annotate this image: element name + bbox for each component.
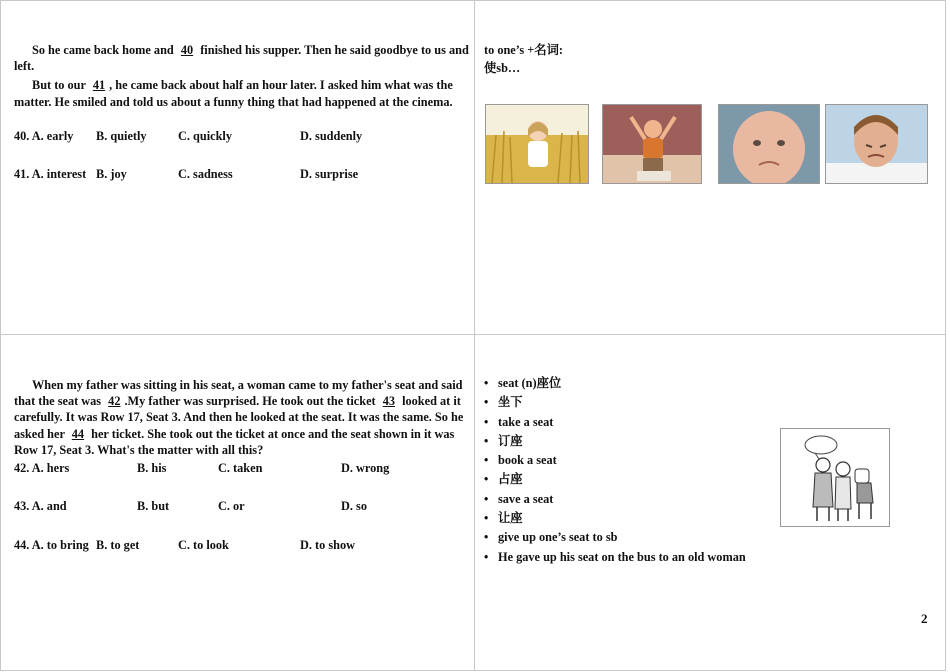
q41-option-b: B. joy <box>96 167 127 181</box>
q40-option-c: C. quickly <box>178 129 232 143</box>
q42-option-d: D. wrong <box>341 461 390 475</box>
q41-option-a: 41. A. interest <box>14 167 87 181</box>
passage-1-para-1: So he came back home and 40 finished his supper. Then he said goodbye to us and left. <box>14 43 469 74</box>
blank-40: 40 <box>180 43 194 57</box>
q41-option-c: C. sadness <box>178 167 233 181</box>
phrase-note-line-1: to one’s +名词: <box>484 43 563 57</box>
passage-2 <box>14 377 466 458</box>
cheering-boy-photo <box>602 104 702 184</box>
list-item: • 订座 <box>484 433 523 448</box>
blank-42: 42 <box>108 394 121 409</box>
q42-option-c: C. taken <box>218 461 263 475</box>
blank-44: 44 <box>71 426 85 441</box>
vocabulary-list <box>484 374 746 567</box>
q41-option-d: D. surprise <box>300 167 359 181</box>
q44-option-d: D. to show <box>300 538 355 552</box>
vertical-divider <box>474 0 475 670</box>
sad-boy-photo <box>825 104 928 184</box>
q43-option-d: D. so <box>341 499 367 513</box>
q44-option-a: 44. A. to bring <box>14 538 89 552</box>
sad-toddler-photo <box>718 104 820 184</box>
q44-option-c: C. to look <box>178 538 229 552</box>
q44-option-b: B. to get <box>96 538 140 552</box>
q43-option-a: 43. A. and <box>14 499 67 513</box>
list-item: • take a seat <box>484 414 554 429</box>
phrase-note-line-2: 使sb… <box>484 61 521 75</box>
list-item: • 让座 <box>484 511 523 526</box>
passage-2-para: When my father was sitting in his seat, a woman came to my father's seat and said that the seat was 42 .My father was surprised. He took out the ticket 43 looked at it carefully. It was Row 17, Seat 3. And then he looked at the seat. It was the same. So he asked her 44 her ticket. She took out the ticket at once and the seat shown in it was Row 17, Seat 3. What's the matter with all this? <box>14 378 464 457</box>
horizontal-divider <box>0 334 945 335</box>
q40-option-d: D. suddenly <box>300 129 363 143</box>
q43-option-b: B. but <box>137 499 170 513</box>
blank-41: 41 <box>92 78 106 93</box>
list-item: • save a seat <box>484 491 554 506</box>
page-number: 2 <box>921 611 928 626</box>
phrase-note <box>484 41 563 77</box>
list-item: • book a seat <box>484 453 557 468</box>
q43-option-c: C. or <box>218 499 245 513</box>
list-item: • give up one’s seat to sb <box>484 530 618 545</box>
q42-option-a: 42. A. hers <box>14 461 70 475</box>
give-up-seat-cartoon <box>780 428 890 527</box>
passage-1 <box>14 42 470 110</box>
q40-option-a: 40. A. early <box>14 129 74 143</box>
list-item: • He gave up his seat on the bus to an old woman <box>484 549 746 564</box>
blank-43: 43 <box>382 394 395 409</box>
list-item: • 占座 <box>484 472 523 487</box>
list-item: • 坐下 <box>484 395 523 410</box>
q40-option-b: B. quietly <box>96 129 147 143</box>
q42-option-b: B. his <box>137 461 167 475</box>
girl-in-wheat-field-photo <box>485 104 589 184</box>
passage-1-para-2: But to our 41 , he came back about half an hour later. I asked him what was the matter. He smiled and told us about a funny thing that had happened at the cinema. <box>14 78 453 109</box>
list-item: • seat (n)座位 <box>484 376 562 390</box>
